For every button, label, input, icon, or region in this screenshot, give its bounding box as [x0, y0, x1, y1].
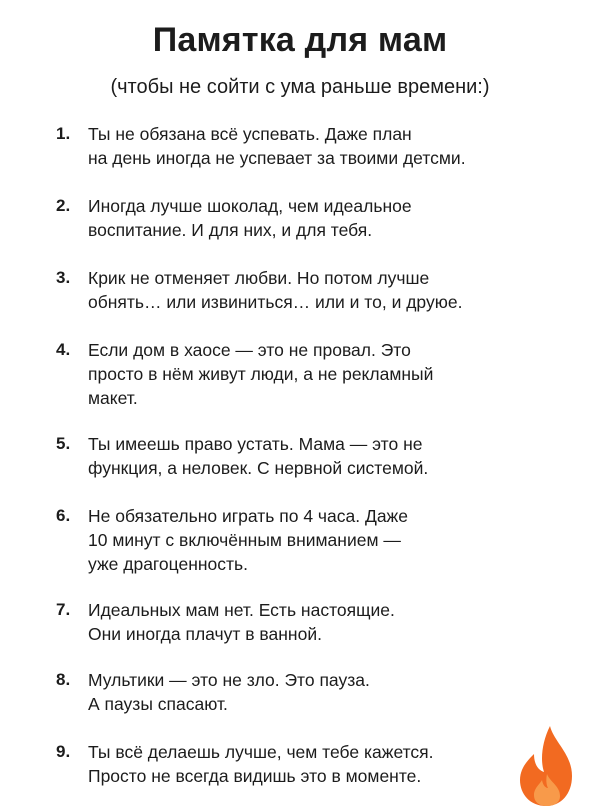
item-number: 3. [56, 268, 71, 287]
item-number: 8. [56, 670, 71, 689]
item-number: 6. [56, 506, 71, 525]
page-title: Памятка для мам [152, 21, 448, 59]
item-text: Ты не обязана всё успевать. Даже план на день иногда не успевает за твоими детсми. [88, 124, 466, 168]
item-number: 1. [56, 124, 71, 143]
item-number: 5. [56, 434, 71, 453]
item-text: Иногда лучше шоколад, чем идеальное воспитание. И для них, и для тебя. [88, 196, 412, 240]
item-number: 9. [56, 742, 71, 761]
item-text: Не обязательно играть по 4 часа. Даже 10 минут с включённым вниманием — уже драгоценность. [88, 506, 408, 574]
item-text: Ты имеешь право устать. Мама — это не функция, а неловек. С нервной системой. [88, 434, 429, 478]
item-text: Ты всё делаешь лучше, чем тебе кажется. Просто не всегда видишь это в моменте. [88, 742, 434, 786]
item-number: 7. [56, 600, 71, 619]
flame-icon [516, 724, 578, 806]
item-text: Идеальных мам нет. Есть настоящие. Они иногда плачут в ванной. [88, 600, 395, 644]
item-number: 4. [56, 340, 71, 359]
item-text: Крик не отменяет любви. Но потом лучше обнять… или извиниться… или и то, и друюе. [88, 268, 463, 312]
item-text: Если дом в хаосе — это не провал. Это просто в нём живут люди, а не рекламный макет. [88, 340, 434, 408]
item-text: Мультики — это не зло. Это пауза. А паузы спасают. [88, 670, 370, 714]
page-subtitle: (чтобы не сойти с ума раньше времени:) [110, 76, 490, 98]
item-number: 2. [56, 196, 71, 215]
